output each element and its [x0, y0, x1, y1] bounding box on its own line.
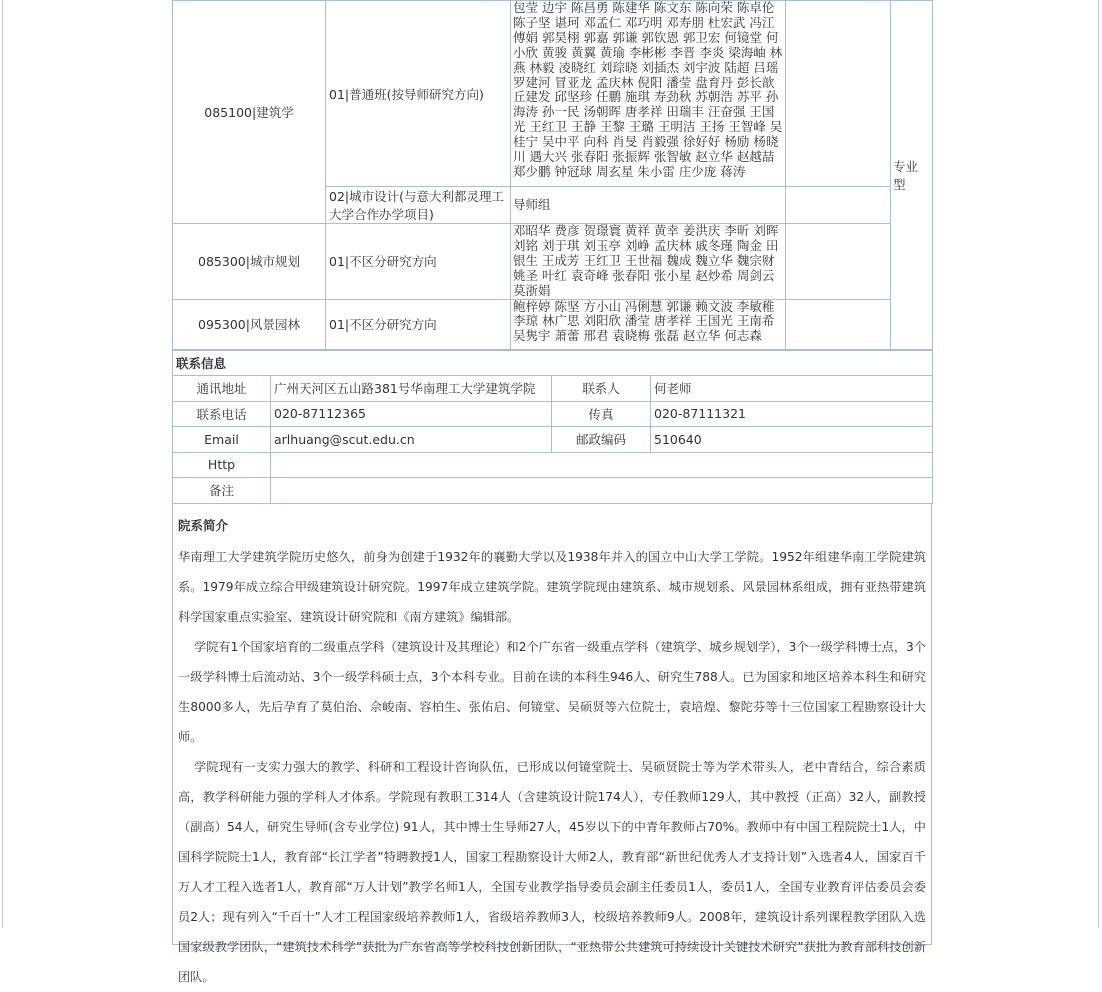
email-label: Email [173, 427, 271, 453]
contact-section-title: 联系信息 [173, 350, 933, 376]
intro-paragraph: 学院现有一支实力强大的教学、科研和工程设计咨询队伍，已形成以何镜堂院士、吴硕贤院士等为学术带头人，老中青结合，综合素质高，教学科研能力强的学科人才体系。学院现有教职工314人（含建筑设计院174人），专任教师129人，其中教授（正高）32人，副教授（副高）54人，研究生导师(含专业学位) 91人，其中博士生导师27人，45岁以下的中青年教师占70%。教师中有中国工程院院士1人，中国科学院院士1人，教育部“长江学者”特聘教授1人，国家工程勘察设计大师2人，教育部“新世纪优秀人才支持计划”入选者4人，国家百千万人才工程入选者1人，教育部“万人计划”教学名师1人，全国专业教学指导委员会副主任委员1人，委员1人，全国专业教育评估委员会委员2人；现有列入“千百十”人才工程国家级培养教师1人，省级培养教师3人，校级培养教师9人。2008年，建筑设计系列课程教学团队入选国家级教学团队，“建筑技术科学”获批为广东省高等学校科技创新团队，“亚热带公共建筑可持续设计关键技术研究”获批为教育部科技创新团队。 [178, 759, 926, 984]
address-value: 广州天河区五山路381号华南理工大学建筑学院 [271, 376, 552, 402]
contact-person-label: 联系人 [552, 376, 651, 402]
empty-cell [786, 1, 891, 187]
fax-value: 020-87111321 [651, 401, 933, 427]
http-label: Http [173, 452, 271, 478]
intro-title: 院系简介 [178, 517, 229, 533]
table-row [173, 299, 933, 349]
table-row [173, 478, 933, 504]
contact-person-value: 何老师 [651, 376, 933, 402]
programs-table [172, 0, 933, 350]
zip-value: 510640 [651, 427, 933, 453]
program-code-name: 085300|城市规划 [173, 224, 326, 300]
fax-label: 传真 [552, 401, 651, 427]
zip-label: 邮政编码 [552, 427, 651, 453]
direction-name: 01|不区分研究方向 [326, 299, 511, 349]
empty-cell [786, 224, 891, 300]
table-row [173, 452, 933, 478]
note-value [271, 478, 933, 504]
empty-cell [786, 187, 891, 224]
page-border-left [2, 0, 3, 928]
table-row [173, 401, 933, 427]
table-row [173, 224, 933, 300]
tutor-list: 导师组 [511, 187, 786, 224]
program-code-name: 085100|建筑学 [173, 1, 326, 224]
table-row [173, 1, 933, 187]
direction-name: 02|城市设计(与意大利都灵理工大学合作办学项目) [326, 187, 511, 224]
address-label: 通讯地址 [173, 376, 271, 402]
direction-name: 01|不区分研究方向 [326, 224, 511, 300]
department-intro [172, 504, 932, 984]
tutor-list: 包莹 边宇 陈昌勇 陈建华 陈文东 陈向荣 陈卓伦 陈子坚 谌珂 邓孟仁 邓巧明 邓寿朋 杜宏武 冯江 傅娟 郭昊栩 郭嘉 郭谦 郭钦恩 郭卫宏 何镜堂 何小欣 黄骏 黄翼 黄瑜 李彬彬 李晋 李炎 梁海岫 林燕 林毅 凌晓红 刘琮晓 刘插杰 刘宇波 陆超 吕瑶 罗建河 冒亚龙 孟庆林 倪阳 潘莹 盘育丹 彭长歆 丘建发 邱坚珍 任鹏 施琪 寿劲秋 苏朝浩 苏平 孙海涛 孙一民 汤朝晖 唐孝祥 田瑞丰 汪奋强 王国光 王红卫 王静 王黎 王璐 王明洁 王扬 王智峰 吴桂宁 吴中平 向科 肖旻 肖毅强 徐好好 杨励 杨晓川 遇大兴 张春阳 张振辉 张智敏 赵立华 赵越喆 郑少鹏 钟冠球 周玄星 朱小雷 庄少庞 蒋涛 [511, 1, 786, 187]
direction-name: 01|普通班(按导师研究方向) [326, 1, 511, 187]
content-area [172, 0, 932, 984]
intro-body [173, 542, 931, 992]
program-code-name: 095300|风景园林 [173, 299, 326, 349]
contact-table [172, 350, 933, 504]
email-value: arlhuang@scut.edu.cn [271, 427, 552, 453]
page-border-right [1098, 0, 1099, 928]
tutor-list: 鲍梓婷 陈坚 方小山 冯俐慧 郭谦 赖文波 李敏稚 李琼 林广思 刘阳欣 潘莹 唐孝祥 王国光 王南希 吴隽宇 萧蕾 邢君 袁晓梅 张磊 赵立华 何志森 [511, 299, 786, 349]
phone-value: 020-87112365 [271, 401, 552, 427]
empty-cell [786, 299, 891, 349]
program-type: 专业型 [891, 1, 933, 350]
phone-label: 联系电话 [173, 401, 271, 427]
table-row [173, 376, 933, 402]
intro-paragraph: 华南理工大学建筑学院历史悠久，前身为创建于1932年的襄勤大学以及1938年并入的国立中山大学工学院。1952年组建华南工学院建筑系。1979年成立综合甲级建筑设计研究院。1997年成立建筑学院。建筑学院现由建筑系、城市规划系、风景园林系组成，拥有亚热带建筑科学国家重点实验室、建筑设计研究院和《南方建筑》编辑部。 [178, 549, 926, 624]
intro-paragraph: 学院有1个国家培育的二级重点学科（建筑设计及其理论）和2个广东省一级重点学科（建筑学、城乡规划学），3个一级学科博士点，3个一级学科博士后流动站、3个一级学科硕士点，3个本科专业。目前在读的本科生946人、研究生788人。已为国家和地区培养本科生和研究生8000多人，先后孕育了莫伯治、佘峻南、容柏生、张佑启、何镜堂、吴硕贤等六位院士，袁培煌、黎陀芬等十三位国家工程勘察设计大师。 [178, 639, 926, 744]
table-row [173, 427, 933, 453]
note-label: 备注 [173, 478, 271, 504]
http-value [271, 452, 933, 478]
tutor-list: 邓昭华 费彦 贺璟寰 黄祥 黄幸 姜洪庆 李昕 刘晖 刘铭 刘于琪 刘玉亭 刘峥 孟庆林 戚冬瑾 陶金 田银生 王成芳 王红卫 王世福 魏成 魏立华 魏宗财 姚圣 叶红 袁奇峰 张春阳 张小星 赵炒希 周剑云 莫浙娟 [511, 224, 786, 300]
contact-header-row [173, 350, 933, 376]
